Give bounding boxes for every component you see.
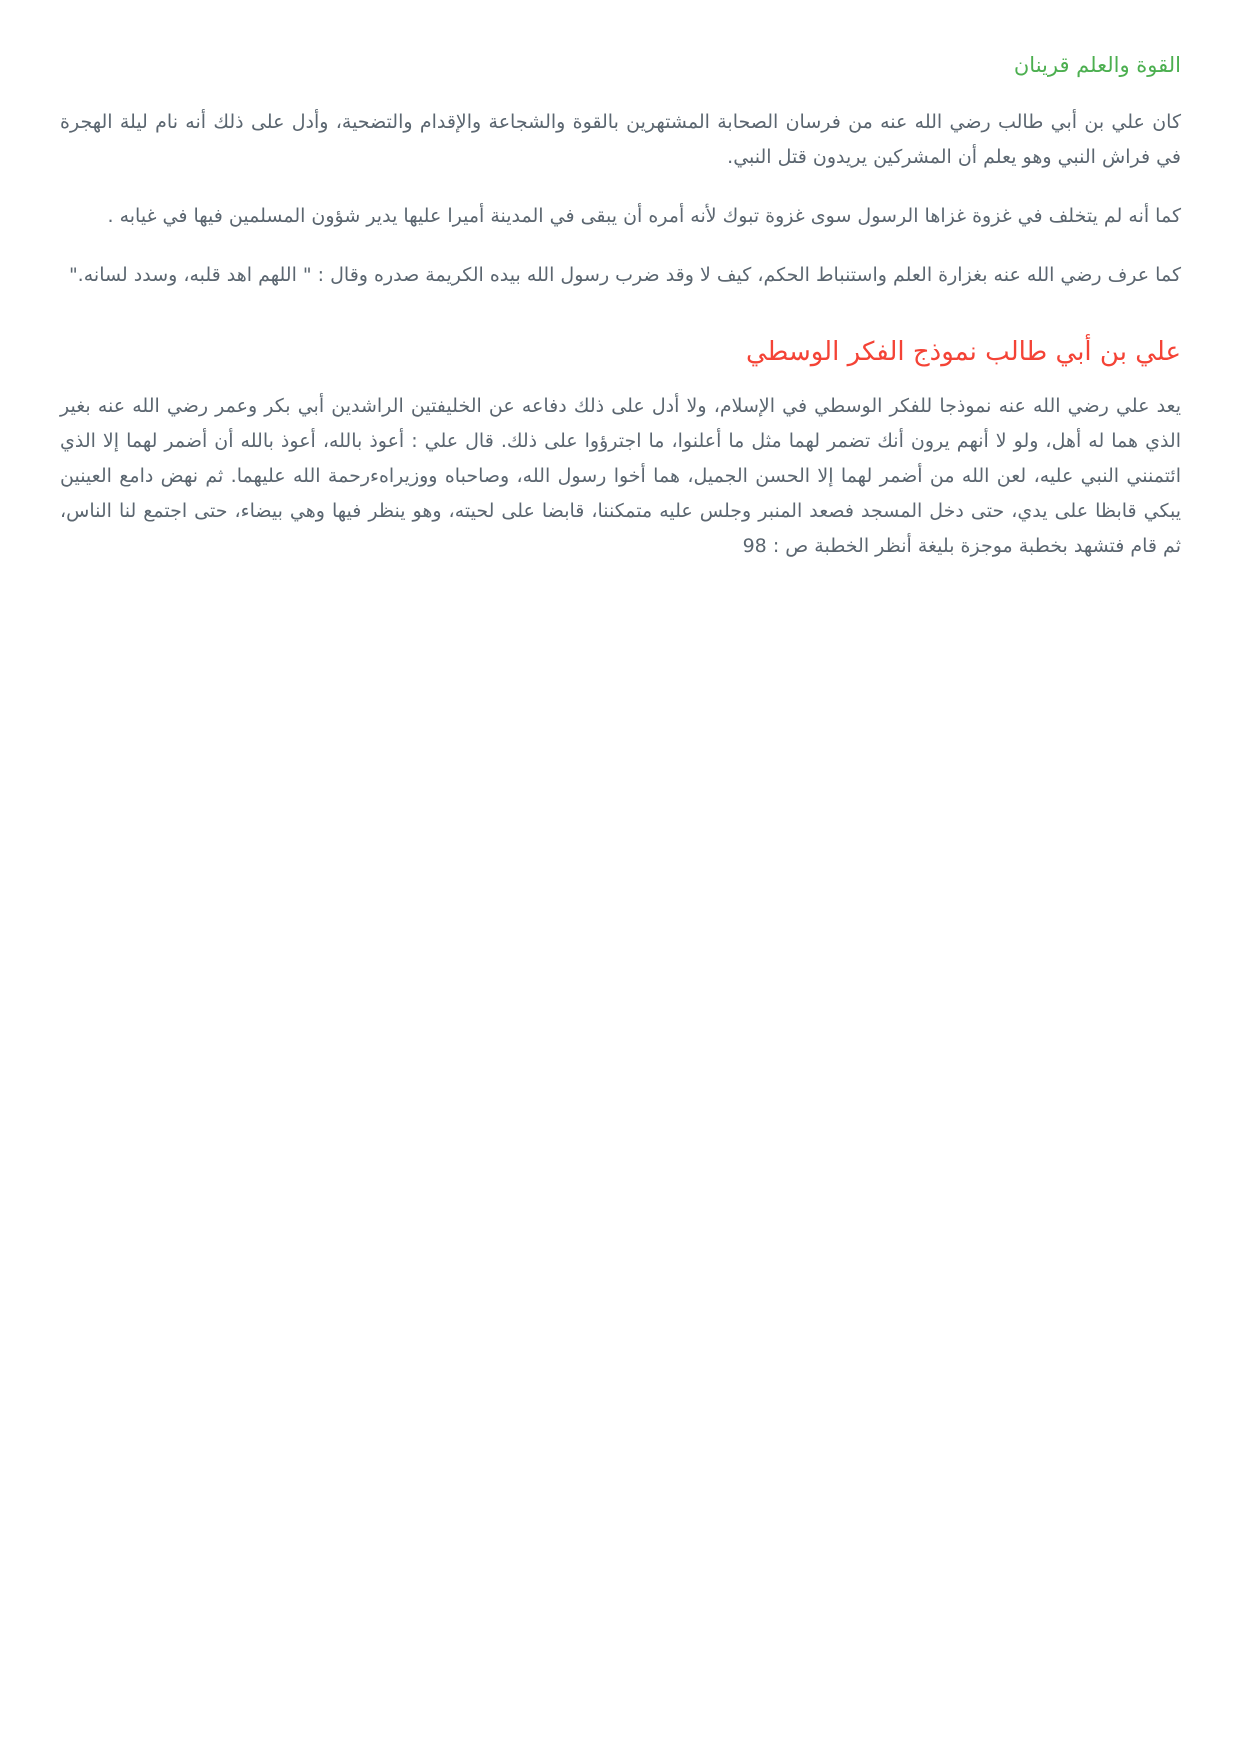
paragraph-moderate-thought: يعد علي رضي الله عنه نموذجا للفكر الوسطي في الإسلام، ولا أدل على ذلك دفاعه عن الخليفتين الراشدين أبي بكر وعمر رضي الله عنه بغير الذي هما له أهل، ولو لا أنهم يرون أنك تضمر لهما مثل ما أعلنوا، ما اجترؤوا على ذلك. قال علي : أعوذ بالله، أعوذ بالله أن أضمر لهما إلا الذي ائتمنني النبي عليه، لعن الله من أضمر لهما إلا الحسن الجميل، هما أخوا رسول الله، وصاحباه ووزيراهءرحمة الله عليهما. ثم نهض دامع العينين يبكي قابظا على يدي، حتى دخل المسجد فصعد المنبر وجلس عليه متمكننا، قابضا على لحيته، وهو ينظر فيها وهي بيضاء، حتى اجتمع لنا الناس، ثم قام فتشهد بخطبة موجزة بليغة أنظر الخطبة ص : 98 xyxy=(60,395,1181,557)
section-heading-strength-and-knowledge: القوة والعلم قرينان xyxy=(1013,53,1181,77)
section-heading-ali-moderate-thought: علي بن أبي طالب نموذج الفكر الوسطي xyxy=(745,337,1181,367)
paragraph-knowledge: كما عرف رضي الله عنه بغزارة العلم واستنباط الحكم، كيف لا وقد ضرب رسول الله بيده الكريمة صدره وقال : " اللهم اهد قلبه، وسدد لسانه." xyxy=(68,264,1181,286)
paragraph-courage: كان علي بن أبي طالب رضي الله عنه من فرسان الصحابة المشتهرين بالقوة والشجاعة والإقدام والتضحية، وأدل على ذلك أنه نام ليلة الهجرة في فراش النبي وهو يعلم أن المشركين يريدون قتل النبي. xyxy=(60,111,1181,168)
paragraph-battles: كما أنه لم يتخلف في غزوة غزاها الرسول سوى غزوة تبوك لأنه أمره أن يبقى في المدينة أميرا عليها يدير شؤون المسلمين فيها في غيابه . xyxy=(107,205,1181,227)
